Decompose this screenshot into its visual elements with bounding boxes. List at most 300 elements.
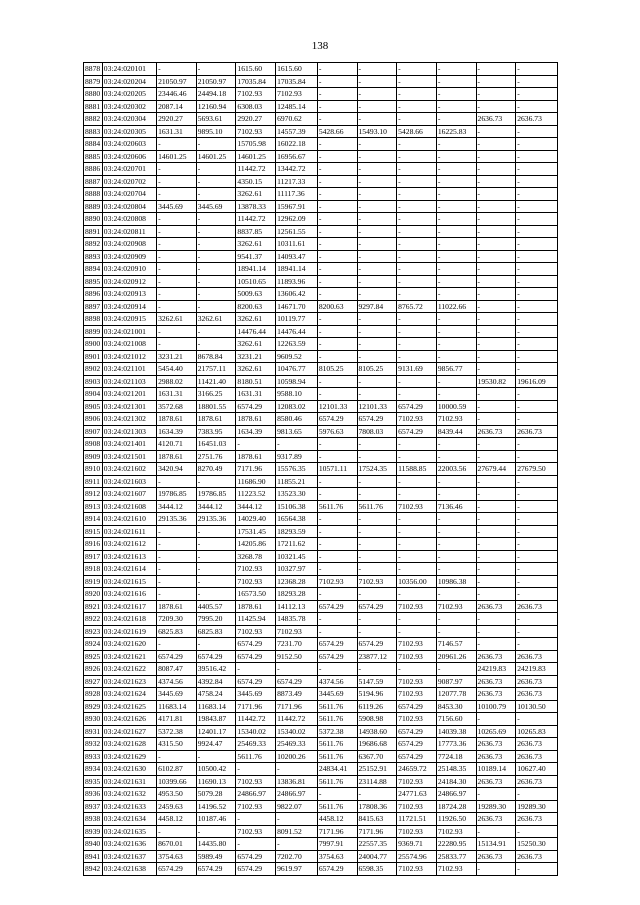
cell-col-12: - bbox=[516, 325, 558, 338]
cell-code: 03:24:021627 bbox=[102, 725, 156, 738]
cell-row-index: 8889 bbox=[84, 200, 103, 213]
cell-col-5: 14029.40 bbox=[236, 513, 276, 526]
cell-col-6: 13442.72 bbox=[276, 163, 318, 176]
cell-col-6: 6970.62 bbox=[276, 113, 318, 126]
cell-col-7: - bbox=[317, 625, 357, 638]
cell-col-8: 7171.96 bbox=[357, 825, 397, 838]
cell-code: 03:24:021612 bbox=[102, 538, 156, 551]
cell-col-7: - bbox=[317, 63, 357, 76]
cell-col-5: - bbox=[236, 838, 276, 851]
cell-row-index: 8886 bbox=[84, 163, 103, 176]
cell-col-6: 24866.97 bbox=[276, 788, 318, 801]
cell-col-10: - bbox=[436, 588, 476, 601]
cell-col-8: 6574.29 bbox=[357, 413, 397, 426]
cell-col-3: - bbox=[157, 250, 197, 263]
cell-col-5: 1878.61 bbox=[236, 450, 276, 463]
cell-col-11: - bbox=[476, 563, 516, 576]
cell-col-6: 16022.18 bbox=[276, 138, 318, 151]
cell-col-3: - bbox=[157, 63, 197, 76]
cell-col-12: - bbox=[516, 475, 558, 488]
cell-code: 03:24:021613 bbox=[102, 550, 156, 563]
cell-row-index: 8939 bbox=[84, 825, 103, 838]
cell-col-9: 7102.93 bbox=[397, 500, 437, 513]
cell-col-12: - bbox=[516, 138, 558, 151]
cell-col-4: 2751.76 bbox=[196, 450, 236, 463]
cell-col-3: 2087.14 bbox=[157, 100, 197, 113]
cell-col-8: 5194.96 bbox=[357, 688, 397, 701]
cell-col-10: - bbox=[436, 188, 476, 201]
cell-col-3: - bbox=[157, 188, 197, 201]
cell-col-12: - bbox=[516, 238, 558, 251]
cell-col-3: 3420.94 bbox=[157, 463, 197, 476]
cell-col-7: - bbox=[317, 188, 357, 201]
cell-col-4: 29135.36 bbox=[196, 513, 236, 526]
cell-col-8: - bbox=[357, 525, 397, 538]
cell-col-12: 2636.73 bbox=[516, 688, 558, 701]
cell-col-11: - bbox=[476, 63, 516, 76]
cell-col-8: 5908.98 bbox=[357, 713, 397, 726]
cell-col-3: 1631.31 bbox=[157, 125, 197, 138]
cell-col-6: 18293.28 bbox=[276, 588, 318, 601]
table-row bbox=[84, 88, 558, 101]
cell-col-11: - bbox=[476, 863, 516, 876]
table-row bbox=[84, 463, 558, 476]
cell-code: 03:24:021625 bbox=[102, 700, 156, 713]
cell-col-10: 24184.30 bbox=[436, 775, 476, 788]
cell-col-7: - bbox=[317, 200, 357, 213]
cell-col-6: 14671.70 bbox=[276, 300, 318, 313]
cell-col-12: - bbox=[516, 300, 558, 313]
cell-col-12: - bbox=[516, 863, 558, 876]
cell-col-3: - bbox=[157, 550, 197, 563]
cell-col-3: 1631.31 bbox=[157, 388, 197, 401]
cell-col-6: 12263.59 bbox=[276, 338, 318, 351]
cell-col-7: 6574.29 bbox=[317, 638, 357, 651]
cell-col-4: 1878.61 bbox=[196, 413, 236, 426]
cell-col-11: - bbox=[476, 825, 516, 838]
cell-col-12: - bbox=[516, 563, 558, 576]
cell-col-9: 7102.93 bbox=[397, 775, 437, 788]
cell-col-6: 10327.97 bbox=[276, 563, 318, 576]
table-row bbox=[84, 400, 558, 413]
cell-col-8: 22557.35 bbox=[357, 838, 397, 851]
cell-col-6: 9619.97 bbox=[276, 863, 318, 876]
cell-col-3: - bbox=[157, 263, 197, 276]
cell-col-10: - bbox=[436, 388, 476, 401]
cell-col-8: - bbox=[357, 663, 397, 676]
cell-col-10: - bbox=[436, 175, 476, 188]
cell-col-12: 2636.73 bbox=[516, 813, 558, 826]
cell-col-6: 12561.55 bbox=[276, 225, 318, 238]
cell-col-7: - bbox=[317, 588, 357, 601]
cell-col-12: 19289.30 bbox=[516, 800, 558, 813]
cell-col-3: - bbox=[157, 475, 197, 488]
cell-col-10: 17773.36 bbox=[436, 738, 476, 751]
cell-col-5: 11442.72 bbox=[236, 713, 276, 726]
cell-col-4: 12160.94 bbox=[196, 100, 236, 113]
cell-col-7: - bbox=[317, 175, 357, 188]
cell-col-11: - bbox=[476, 275, 516, 288]
cell-col-7: - bbox=[317, 150, 357, 163]
cell-col-6: 12962.09 bbox=[276, 213, 318, 226]
table-row bbox=[84, 238, 558, 251]
cell-col-3: - bbox=[157, 163, 197, 176]
cell-col-12: - bbox=[516, 363, 558, 376]
cell-col-12: - bbox=[516, 338, 558, 351]
cell-col-12: - bbox=[516, 513, 558, 526]
table-row bbox=[84, 538, 558, 551]
cell-col-11: - bbox=[476, 100, 516, 113]
cell-code: 03:24:021636 bbox=[102, 838, 156, 851]
cell-code: 03:24:021620 bbox=[102, 638, 156, 651]
cell-col-12: 2636.73 bbox=[516, 675, 558, 688]
table-row bbox=[84, 313, 558, 326]
cell-col-6: 15967.91 bbox=[276, 200, 318, 213]
cell-col-8: - bbox=[357, 188, 397, 201]
cell-col-3: 4120.71 bbox=[157, 438, 197, 451]
table-row bbox=[84, 300, 558, 313]
cell-col-12: - bbox=[516, 625, 558, 638]
table-row bbox=[84, 500, 558, 513]
cell-col-11: 27679.44 bbox=[476, 463, 516, 476]
cell-col-9: 10356.00 bbox=[397, 575, 437, 588]
cell-row-index: 8927 bbox=[84, 675, 103, 688]
cell-col-9: - bbox=[397, 150, 437, 163]
cell-code: 03:24:021614 bbox=[102, 563, 156, 576]
table-row bbox=[84, 363, 558, 376]
cell-col-4: 18801.55 bbox=[196, 400, 236, 413]
cell-col-10: - bbox=[436, 250, 476, 263]
cell-col-5: 6574.29 bbox=[236, 650, 276, 663]
cell-col-12: 15250.30 bbox=[516, 838, 558, 851]
cell-col-4: - bbox=[196, 288, 236, 301]
cell-col-7: 4374.56 bbox=[317, 675, 357, 688]
cell-col-5: 7171.96 bbox=[236, 700, 276, 713]
cell-col-12: 19616.09 bbox=[516, 375, 558, 388]
cell-col-9: - bbox=[397, 200, 437, 213]
cell-col-4: - bbox=[196, 138, 236, 151]
table-row bbox=[84, 600, 558, 613]
cell-col-8: - bbox=[357, 75, 397, 88]
cell-col-9: 7102.93 bbox=[397, 650, 437, 663]
cell-col-6: - bbox=[276, 813, 318, 826]
cell-col-6: 6574.29 bbox=[276, 675, 318, 688]
cell-col-8: 6574.29 bbox=[357, 638, 397, 651]
cell-col-7: 5611.76 bbox=[317, 775, 357, 788]
cell-col-8: - bbox=[357, 88, 397, 101]
cell-col-7: 5428.66 bbox=[317, 125, 357, 138]
cell-col-9: - bbox=[397, 288, 437, 301]
cell-col-3: - bbox=[157, 638, 197, 651]
cell-col-3: 6574.29 bbox=[157, 863, 197, 876]
cell-col-3: - bbox=[157, 338, 197, 351]
cell-code: 03:24:021616 bbox=[102, 588, 156, 601]
cell-col-11: - bbox=[476, 150, 516, 163]
cell-col-7: - bbox=[317, 388, 357, 401]
cell-col-9: - bbox=[397, 325, 437, 338]
cell-code: 03:24:021617 bbox=[102, 600, 156, 613]
cell-col-8: - bbox=[357, 450, 397, 463]
cell-col-7: 8105.25 bbox=[317, 363, 357, 376]
cell-col-10: - bbox=[436, 625, 476, 638]
cell-code: 03:24:021634 bbox=[102, 813, 156, 826]
cell-col-5: 25469.33 bbox=[236, 738, 276, 751]
cell-col-12: - bbox=[516, 100, 558, 113]
cell-col-8: - bbox=[357, 150, 397, 163]
cell-row-index: 8917 bbox=[84, 550, 103, 563]
table-row bbox=[84, 75, 558, 88]
cell-col-4: 3262.61 bbox=[196, 313, 236, 326]
cell-col-7: - bbox=[317, 75, 357, 88]
cell-col-11: 2636.73 bbox=[476, 850, 516, 863]
cell-col-5: 7102.93 bbox=[236, 825, 276, 838]
cell-row-index: 8924 bbox=[84, 638, 103, 651]
cell-code: 03:24:021618 bbox=[102, 613, 156, 626]
cell-col-11: - bbox=[476, 288, 516, 301]
cell-col-4: 7995.20 bbox=[196, 613, 236, 626]
cell-col-7: - bbox=[317, 100, 357, 113]
cell-col-8: - bbox=[357, 475, 397, 488]
cell-row-index: 8909 bbox=[84, 450, 103, 463]
cell-col-4: 5079.28 bbox=[196, 788, 236, 801]
cell-col-12: 10130.50 bbox=[516, 700, 558, 713]
cell-col-8: 23114.88 bbox=[357, 775, 397, 788]
cell-col-6: 7231.70 bbox=[276, 638, 318, 651]
cell-col-4: - bbox=[196, 263, 236, 276]
cell-col-6: 10321.45 bbox=[276, 550, 318, 563]
cell-col-3: 6574.29 bbox=[157, 650, 197, 663]
cell-col-10: 8453.30 bbox=[436, 700, 476, 713]
cell-col-8: 17808.36 bbox=[357, 800, 397, 813]
table-row bbox=[84, 375, 558, 388]
cell-col-8: - bbox=[357, 338, 397, 351]
cell-col-7: - bbox=[317, 288, 357, 301]
cell-col-3: 8087.47 bbox=[157, 663, 197, 676]
cell-col-7: - bbox=[317, 263, 357, 276]
cell-col-7: 5611.76 bbox=[317, 500, 357, 513]
cell-col-8: 19686.68 bbox=[357, 738, 397, 751]
cell-col-9: 6574.29 bbox=[397, 725, 437, 738]
table-row bbox=[84, 638, 558, 651]
table-row bbox=[84, 513, 558, 526]
cell-col-3: 1634.39 bbox=[157, 425, 197, 438]
cell-col-10: - bbox=[436, 163, 476, 176]
cell-col-12: - bbox=[516, 575, 558, 588]
cell-col-4: 14601.25 bbox=[196, 150, 236, 163]
cell-code: 03:24:020909 bbox=[102, 250, 156, 263]
cell-col-12: - bbox=[516, 588, 558, 601]
cell-col-10: - bbox=[436, 375, 476, 388]
cell-col-7: - bbox=[317, 313, 357, 326]
table-row bbox=[84, 613, 558, 626]
cell-col-12: - bbox=[516, 538, 558, 551]
cell-col-3: - bbox=[157, 525, 197, 538]
cell-col-11: - bbox=[476, 263, 516, 276]
cell-col-12: - bbox=[516, 250, 558, 263]
cell-col-12: - bbox=[516, 275, 558, 288]
cell-row-index: 8941 bbox=[84, 850, 103, 863]
cell-col-4: 11690.13 bbox=[196, 775, 236, 788]
cell-col-8: - bbox=[357, 550, 397, 563]
cell-col-5: 18941.14 bbox=[236, 263, 276, 276]
cell-col-6: 9813.65 bbox=[276, 425, 318, 438]
cell-col-9: 24771.63 bbox=[397, 788, 437, 801]
cell-col-9: - bbox=[397, 625, 437, 638]
cell-col-12: - bbox=[516, 350, 558, 363]
cell-col-10: - bbox=[436, 513, 476, 526]
cell-col-7: 4458.12 bbox=[317, 813, 357, 826]
cell-col-4: 24494.18 bbox=[196, 88, 236, 101]
cell-col-12: - bbox=[516, 75, 558, 88]
cell-col-10: - bbox=[436, 225, 476, 238]
cell-col-3: - bbox=[157, 275, 197, 288]
cell-col-7: - bbox=[317, 325, 357, 338]
cell-col-7: - bbox=[317, 163, 357, 176]
cell-col-11: 2636.73 bbox=[476, 113, 516, 126]
cell-code: 03:24:020908 bbox=[102, 238, 156, 251]
cell-col-7: 6574.29 bbox=[317, 413, 357, 426]
cell-col-4: - bbox=[196, 550, 236, 563]
cell-col-4: - bbox=[196, 163, 236, 176]
cell-col-10: - bbox=[436, 213, 476, 226]
cell-col-11: 2636.73 bbox=[476, 600, 516, 613]
cell-col-10: - bbox=[436, 450, 476, 463]
table-row bbox=[84, 138, 558, 151]
cell-col-11: - bbox=[476, 525, 516, 538]
cell-col-6: 16564.38 bbox=[276, 513, 318, 526]
cell-col-9: - bbox=[397, 613, 437, 626]
cell-col-11: 2636.73 bbox=[476, 425, 516, 438]
cell-row-index: 8904 bbox=[84, 388, 103, 401]
cell-col-9: - bbox=[397, 250, 437, 263]
cell-col-5: 6308.03 bbox=[236, 100, 276, 113]
cell-col-4: 19786.85 bbox=[196, 488, 236, 501]
cell-col-7: 5976.63 bbox=[317, 425, 357, 438]
cell-col-8: 7808.03 bbox=[357, 425, 397, 438]
cell-col-11: - bbox=[476, 363, 516, 376]
cell-col-9: - bbox=[397, 338, 437, 351]
cell-col-9: 7102.93 bbox=[397, 713, 437, 726]
cell-code: 03:24:021626 bbox=[102, 713, 156, 726]
cell-row-index: 8892 bbox=[84, 238, 103, 251]
table-row bbox=[84, 450, 558, 463]
cell-col-12: - bbox=[516, 488, 558, 501]
cell-col-4: - bbox=[196, 300, 236, 313]
cell-col-6: 9609.52 bbox=[276, 350, 318, 363]
table-row bbox=[84, 438, 558, 451]
cell-col-10: - bbox=[436, 550, 476, 563]
table-row bbox=[84, 413, 558, 426]
cell-col-12: - bbox=[516, 150, 558, 163]
table-row bbox=[84, 200, 558, 213]
cell-col-5: 7102.93 bbox=[236, 125, 276, 138]
cell-col-6: 7171.96 bbox=[276, 700, 318, 713]
cell-col-10: - bbox=[436, 263, 476, 276]
cell-col-6: 17035.84 bbox=[276, 75, 318, 88]
cell-col-11: - bbox=[476, 188, 516, 201]
cell-col-10: - bbox=[436, 275, 476, 288]
cell-col-4: 12401.17 bbox=[196, 725, 236, 738]
cell-col-11: - bbox=[476, 438, 516, 451]
cell-col-11: 19530.82 bbox=[476, 375, 516, 388]
cell-col-9: - bbox=[397, 663, 437, 676]
cell-col-6: 7202.70 bbox=[276, 850, 318, 863]
cell-col-5: 2920.27 bbox=[236, 113, 276, 126]
cell-col-8: 12101.33 bbox=[357, 400, 397, 413]
cell-col-9: - bbox=[397, 75, 437, 88]
cell-col-4: - bbox=[196, 188, 236, 201]
data-table bbox=[83, 62, 558, 876]
cell-col-5: - bbox=[236, 813, 276, 826]
cell-row-index: 8890 bbox=[84, 213, 103, 226]
cell-col-10: 7102.93 bbox=[436, 825, 476, 838]
cell-code: 03:24:020804 bbox=[102, 200, 156, 213]
table-row bbox=[84, 738, 558, 751]
cell-col-10: - bbox=[436, 538, 476, 551]
cell-col-7: 3445.69 bbox=[317, 688, 357, 701]
cell-row-index: 8896 bbox=[84, 288, 103, 301]
cell-col-11: - bbox=[476, 213, 516, 226]
cell-col-5: 17035.84 bbox=[236, 75, 276, 88]
cell-col-4: - bbox=[196, 525, 236, 538]
cell-col-3: 3262.61 bbox=[157, 313, 197, 326]
cell-col-3: - bbox=[157, 538, 197, 551]
cell-code: 03:24:021635 bbox=[102, 825, 156, 838]
table-row bbox=[84, 150, 558, 163]
cell-row-index: 8903 bbox=[84, 375, 103, 388]
cell-col-11: - bbox=[476, 75, 516, 88]
cell-row-index: 8920 bbox=[84, 588, 103, 601]
cell-col-12: 27679.50 bbox=[516, 463, 558, 476]
cell-col-6: 8873.49 bbox=[276, 688, 318, 701]
cell-col-3: - bbox=[157, 175, 197, 188]
cell-col-7: - bbox=[317, 375, 357, 388]
cell-row-index: 8900 bbox=[84, 338, 103, 351]
cell-row-index: 8884 bbox=[84, 138, 103, 151]
cell-col-8: - bbox=[357, 438, 397, 451]
cell-col-8: - bbox=[357, 613, 397, 626]
table-row bbox=[84, 250, 558, 263]
cell-col-6: 12485.14 bbox=[276, 100, 318, 113]
cell-col-3: - bbox=[157, 750, 197, 763]
cell-code: 03:24:021632 bbox=[102, 788, 156, 801]
cell-row-index: 8935 bbox=[84, 775, 103, 788]
cell-col-9: 7102.93 bbox=[397, 688, 437, 701]
cell-col-4: - bbox=[196, 213, 236, 226]
cell-col-10: 24866.97 bbox=[436, 788, 476, 801]
table-row bbox=[84, 663, 558, 676]
cell-row-index: 8882 bbox=[84, 113, 103, 126]
cell-col-8: - bbox=[357, 325, 397, 338]
cell-col-6: 14835.78 bbox=[276, 613, 318, 626]
table-row bbox=[84, 188, 558, 201]
table-row bbox=[84, 63, 558, 76]
cell-col-8: - bbox=[357, 100, 397, 113]
cell-row-index: 8897 bbox=[84, 300, 103, 313]
cell-col-12: - bbox=[516, 200, 558, 213]
cell-col-12: - bbox=[516, 525, 558, 538]
cell-col-5: 1878.61 bbox=[236, 600, 276, 613]
cell-col-7: 7171.96 bbox=[317, 825, 357, 838]
table-row bbox=[84, 813, 558, 826]
cell-col-8: - bbox=[357, 263, 397, 276]
cell-col-12: - bbox=[516, 825, 558, 838]
cell-row-index: 8879 bbox=[84, 75, 103, 88]
cell-col-10: - bbox=[436, 475, 476, 488]
cell-col-12: - bbox=[516, 125, 558, 138]
cell-col-10: - bbox=[436, 138, 476, 151]
cell-col-11: - bbox=[476, 538, 516, 551]
